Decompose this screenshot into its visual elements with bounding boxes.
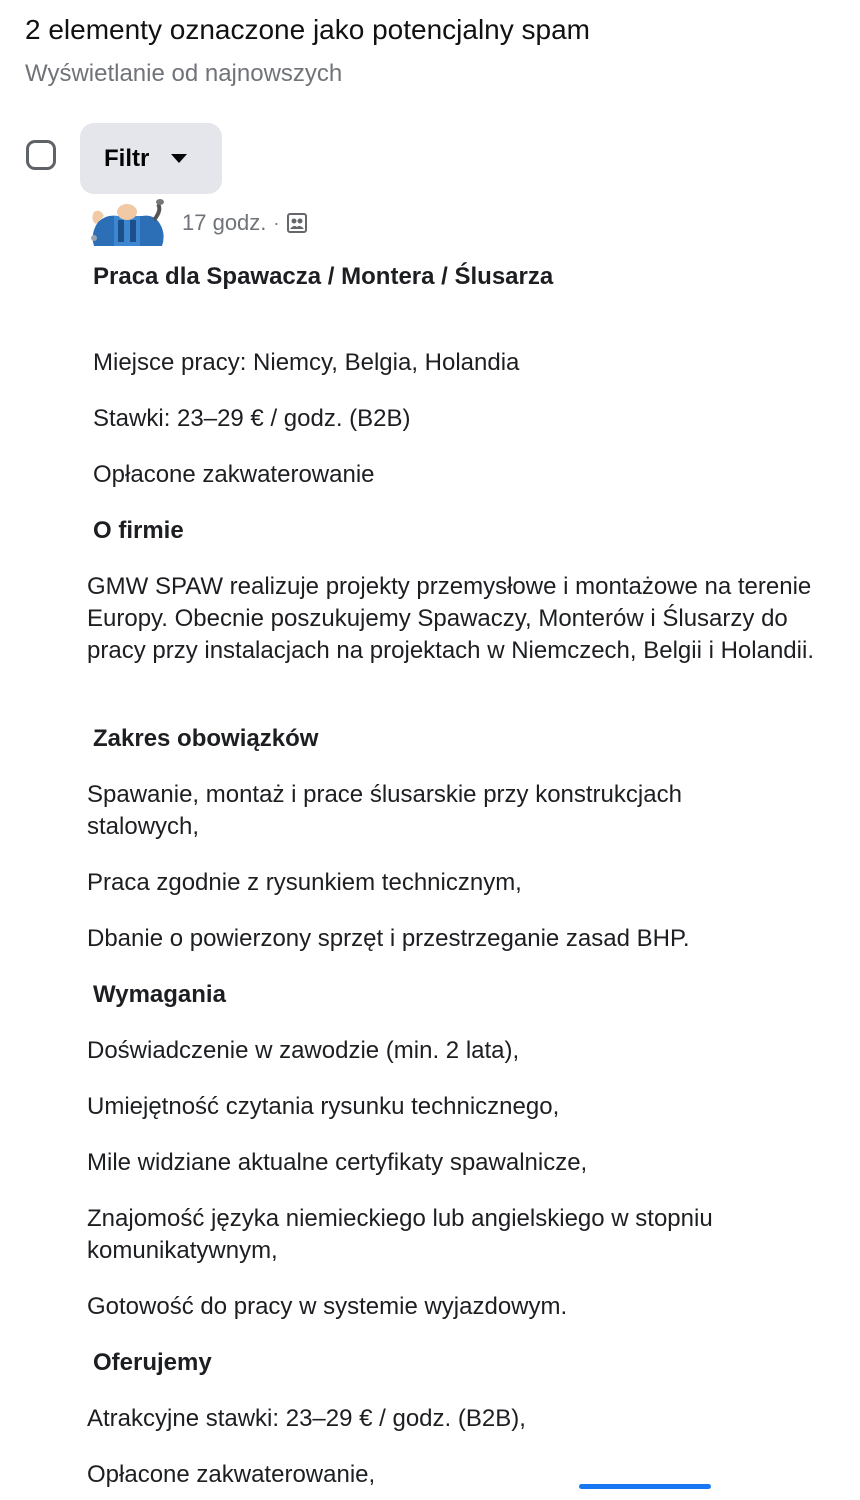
duty-item: Praca zgodnie z rysunkiem technicznym, [87, 869, 522, 896]
filter-button[interactable] [80, 123, 222, 194]
requirement-item: Mile widziane aktualne certyfikaty spawalnicze, [87, 1149, 588, 1176]
filter-button-label: Filtr [104, 144, 150, 172]
scroll-indicator [579, 1484, 711, 1489]
sort-order-label: Wyświetlanie od najnowszych [25, 60, 343, 87]
page-title: 2 elementy oznaczone jako potencjalny spam [25, 14, 591, 45]
requirement-item: Znajomość języka niemieckiego lub angielskiego w stopniu komunikatywnym, [87, 1205, 713, 1264]
avatar[interactable] [84, 190, 170, 250]
requirement-item: Gotowość do pracy w systemie wyjazdowym. [87, 1293, 568, 1320]
post-time[interactable]: 17 godz. [182, 210, 267, 235]
caret-down-icon [171, 154, 187, 163]
post-title: Praca dla Spawacza / Montera / Ślusarza [93, 263, 554, 290]
offer-item: Opłacone zakwaterowanie, [87, 1461, 376, 1488]
duties-heading: Zakres obowiązków [93, 725, 319, 752]
post-meta [182, 210, 308, 236]
offer-heading: Oferujemy [93, 1349, 212, 1376]
requirements-heading: Wymagania [93, 981, 226, 1008]
requirement-item: Doświadczenie w zawodzie (min. 2 lata), [87, 1037, 520, 1064]
avatar-worker-image [84, 190, 170, 250]
offer-item: Atrakcyjne stawki: 23–29 € / godz. (B2B), [87, 1405, 526, 1432]
select-all-checkbox[interactable] [26, 140, 56, 170]
duty-item: Spawanie, montaż i prace ślusarskie przy konstrukcjach stalowych, [87, 781, 682, 840]
duty-item: Dbanie o powierzony sprzęt i przestrzeganie zasad BHP. [87, 925, 690, 952]
meta-separator: · [273, 212, 280, 233]
about-heading: O firmie [93, 517, 184, 544]
rates-line: Stawki: 23–29 € / godz. (B2B) [93, 405, 411, 432]
about-text: GMW SPAW realizuje projekty przemysłowe i montażowe na terenie Europy. Obecnie poszukujemy Spawaczy, Monterów i Ślusarzy do pracy przy instalacjach na projektach w Niemczech, Belgii i Holandii. [87, 573, 814, 664]
housing-line: Opłacone zakwaterowanie [93, 461, 375, 488]
group-audience-icon [286, 212, 308, 234]
requirement-item: Umiejętność czytania rysunku technicznego, [87, 1093, 560, 1120]
location-line: Miejsce pracy: Niemcy, Belgia, Holandia [93, 349, 520, 376]
